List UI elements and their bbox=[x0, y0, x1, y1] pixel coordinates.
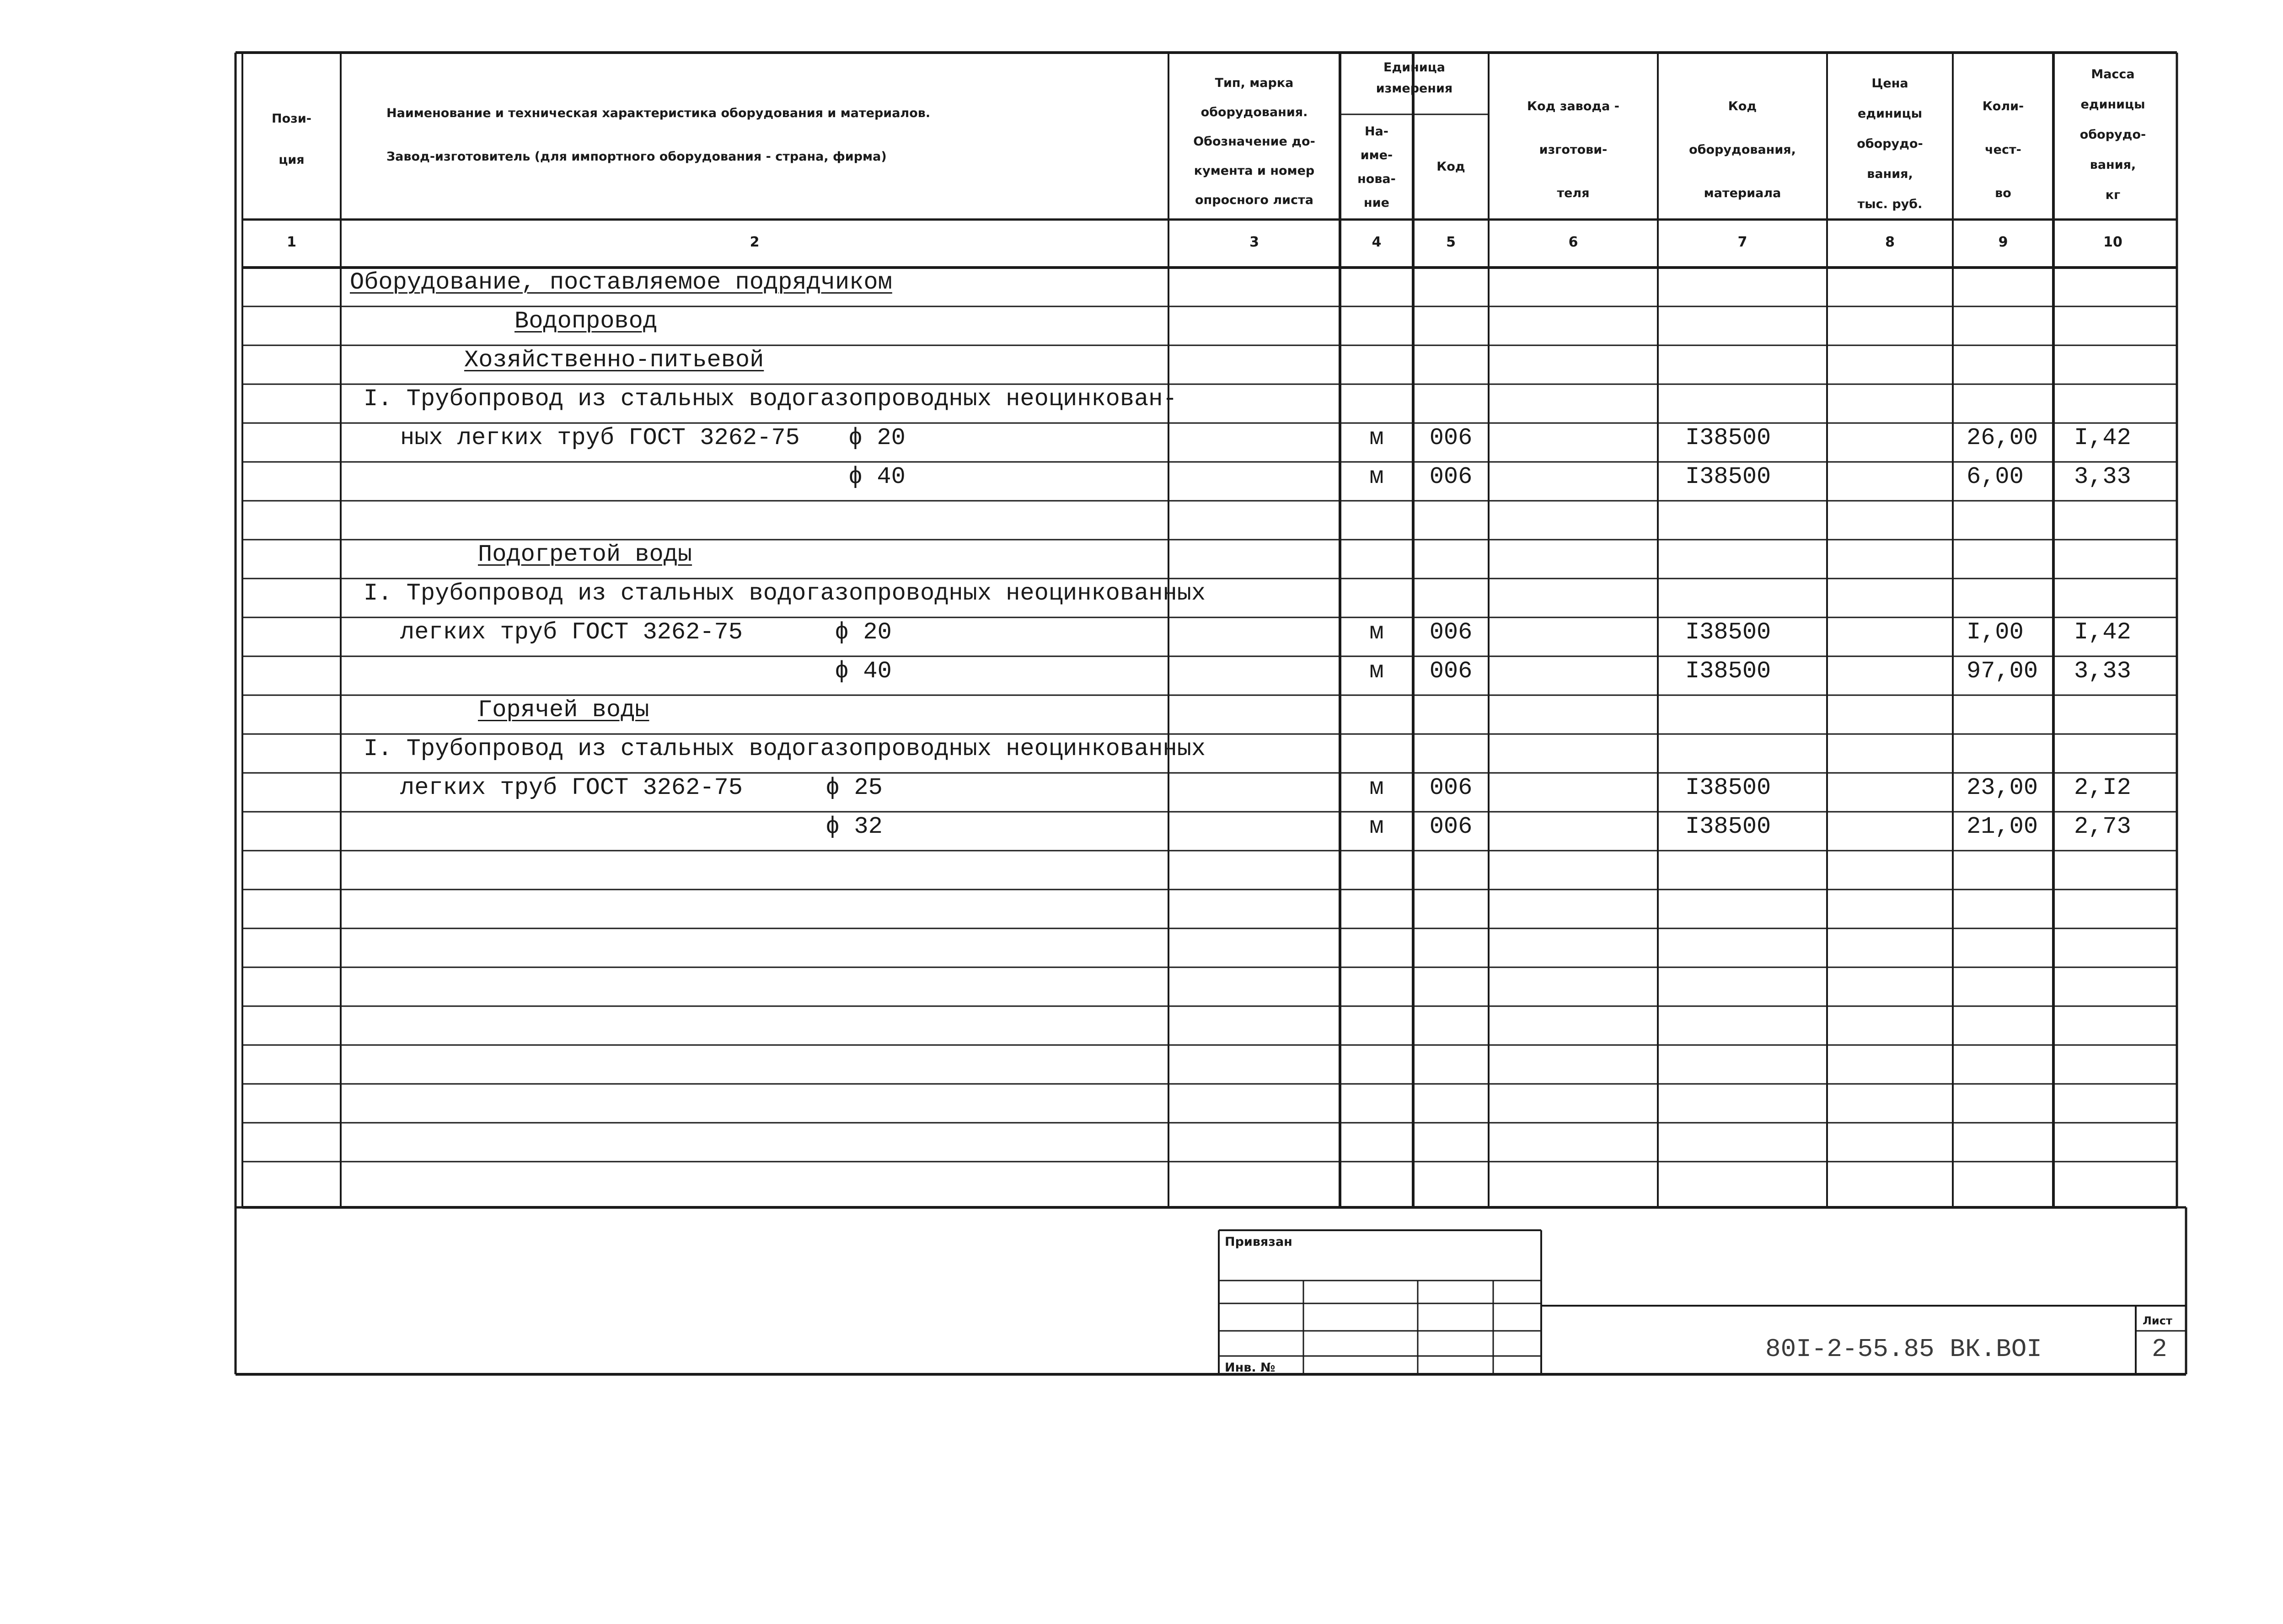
row-quantity: I,00 bbox=[1967, 619, 2024, 646]
row-quantity: 23,00 bbox=[1967, 774, 2038, 801]
row-quantity: 26,00 bbox=[1967, 424, 2038, 451]
row-unit: м bbox=[1369, 774, 1384, 801]
row-unit-code: 006 bbox=[1429, 619, 1473, 646]
row-name: I. Трубопровод из стальных водогазопроводных неоцинкован- bbox=[364, 386, 1177, 413]
header-col10-line: оборудо- bbox=[2079, 128, 2146, 142]
row-name: Горячей воды bbox=[478, 697, 649, 724]
row-name: ных легких труб ГОСТ 3262-75 bbox=[400, 424, 800, 451]
header-col10-line: вания, bbox=[2090, 158, 2136, 172]
row-unit-mass: 2,73 bbox=[2074, 813, 2131, 840]
row-unit-code: 006 bbox=[1429, 463, 1473, 490]
row-diameter: ϕ 40 bbox=[835, 658, 892, 685]
row-material-code: I38500 bbox=[1685, 774, 1771, 801]
row-unit-mass: 3,33 bbox=[2074, 463, 2131, 490]
row-quantity: 6,00 bbox=[1967, 463, 2024, 490]
row-quantity: 21,00 bbox=[1967, 813, 2038, 840]
header-col6-line: изготови- bbox=[1539, 143, 1608, 157]
header-col4-line: име- bbox=[1360, 148, 1393, 162]
row-diameter: ϕ 32 bbox=[825, 813, 883, 840]
row-unit-code: 006 bbox=[1429, 774, 1473, 801]
column-number: 4 bbox=[1372, 234, 1382, 250]
row-unit: м bbox=[1369, 658, 1384, 685]
header-col45_group-line: Единица bbox=[1383, 60, 1445, 75]
header-col7-line: Код bbox=[1728, 99, 1757, 113]
column-number: 8 bbox=[1885, 234, 1895, 250]
row-unit-mass: I,42 bbox=[2074, 619, 2131, 646]
row-material-code: I38500 bbox=[1685, 619, 1771, 646]
row-name: I. Трубопровод из стальных водогазопроводных неоцинкованных bbox=[364, 735, 1206, 762]
column-number: 2 bbox=[750, 234, 760, 250]
header-col8-line: оборудо- bbox=[1857, 137, 1923, 151]
sheet-number: 2 bbox=[2152, 1335, 2167, 1364]
header-col3-line: Тип, марка bbox=[1215, 76, 1294, 90]
row-name: Хозяйственно-питьевой bbox=[464, 347, 764, 374]
row-diameter: ϕ 20 bbox=[848, 424, 906, 451]
header-col6-line: Код завода - bbox=[1527, 99, 1619, 113]
stamp-privyazan-label: Привязан bbox=[1225, 1235, 1292, 1249]
row-unit-code: 006 bbox=[1429, 658, 1473, 685]
row-name: Водопровод bbox=[514, 308, 658, 335]
row-unit-mass: 2,I2 bbox=[2074, 774, 2131, 801]
row-unit: м bbox=[1369, 619, 1384, 646]
column-number: 1 bbox=[287, 234, 296, 250]
row-material-code: I38500 bbox=[1685, 658, 1771, 685]
header-col4-line: На- bbox=[1364, 124, 1389, 139]
row-diameter: ϕ 25 bbox=[825, 774, 883, 801]
stamp-inventory-label: Инв. № bbox=[1225, 1361, 1275, 1375]
row-material-code: I38500 bbox=[1685, 424, 1771, 451]
row-material-code: I38500 bbox=[1685, 813, 1771, 840]
row-unit-mass: 3,33 bbox=[2074, 658, 2131, 685]
row-unit-code: 006 bbox=[1429, 813, 1473, 840]
column-number: 5 bbox=[1446, 234, 1456, 250]
header-col2-line: Наименование и техническая характеристика оборудования и материалов. bbox=[386, 106, 931, 120]
header-col7-line: оборудования, bbox=[1689, 143, 1796, 157]
header-col9-line: во bbox=[1995, 186, 2011, 200]
sheet-label: Лист bbox=[2143, 1314, 2172, 1327]
header-col1-line: ция bbox=[279, 153, 305, 167]
header-col3-line: оборудования. bbox=[1200, 105, 1308, 119]
row-unit-code: 006 bbox=[1429, 424, 1473, 451]
row-name: легких труб ГОСТ 3262-75 bbox=[400, 619, 743, 646]
header-col9-line: чест- bbox=[1985, 143, 2021, 157]
header-col9-line: Коли- bbox=[1982, 99, 2024, 113]
header-col10-line: единицы bbox=[2080, 97, 2145, 112]
column-number: 7 bbox=[1737, 234, 1747, 250]
row-name: Оборудование, поставляемое подрядчиком bbox=[350, 269, 892, 296]
header-col6-line: теля bbox=[1557, 186, 1590, 200]
header-col2-line: Завод-изготовитель (для импортного оборудования - страна, фирма) bbox=[386, 150, 887, 164]
header-col4-line: нова- bbox=[1357, 172, 1396, 186]
header-col3-line: кумента и номер bbox=[1194, 164, 1315, 178]
header-col4-line: ние bbox=[1364, 196, 1389, 210]
header-col5-line: Код bbox=[1436, 160, 1465, 174]
row-unit: м bbox=[1369, 424, 1384, 451]
row-diameter: ϕ 40 bbox=[848, 463, 906, 490]
header-col8-line: тыс. руб. bbox=[1857, 197, 1923, 211]
row-unit: м bbox=[1369, 463, 1384, 490]
header-col8-line: вания, bbox=[1867, 167, 1913, 181]
column-number: 3 bbox=[1249, 234, 1259, 250]
row-diameter: ϕ 20 bbox=[835, 619, 892, 646]
header-col10-line: кг bbox=[2105, 188, 2121, 202]
column-number: 9 bbox=[1998, 234, 2008, 250]
row-material-code: I38500 bbox=[1685, 463, 1771, 490]
header-col8-line: единицы bbox=[1857, 107, 1923, 121]
header-col1-line: Пози- bbox=[272, 112, 311, 126]
header-col7-line: материала bbox=[1704, 186, 1781, 200]
row-name: Подогретой воды bbox=[478, 541, 692, 568]
document-number: 80I-2-55.85 ВК.ВОI bbox=[1765, 1335, 2042, 1364]
row-unit-mass: I,42 bbox=[2074, 424, 2131, 451]
header-col45_group-line: измерения bbox=[1376, 81, 1453, 96]
header-col3-line: опросного листа bbox=[1195, 193, 1313, 207]
row-name: I. Трубопровод из стальных водогазопроводных неоцинкованных bbox=[364, 580, 1206, 607]
header-col8-line: Цена bbox=[1871, 76, 1908, 91]
row-unit: м bbox=[1369, 813, 1384, 840]
row-name: легких труб ГОСТ 3262-75 bbox=[400, 774, 743, 801]
column-number: 6 bbox=[1568, 234, 1578, 250]
column-number: 10 bbox=[2103, 234, 2122, 250]
header-col3-line: Обозначение до- bbox=[1193, 134, 1315, 149]
row-quantity: 97,00 bbox=[1967, 658, 2038, 685]
header-col10-line: Масса bbox=[2091, 67, 2135, 81]
